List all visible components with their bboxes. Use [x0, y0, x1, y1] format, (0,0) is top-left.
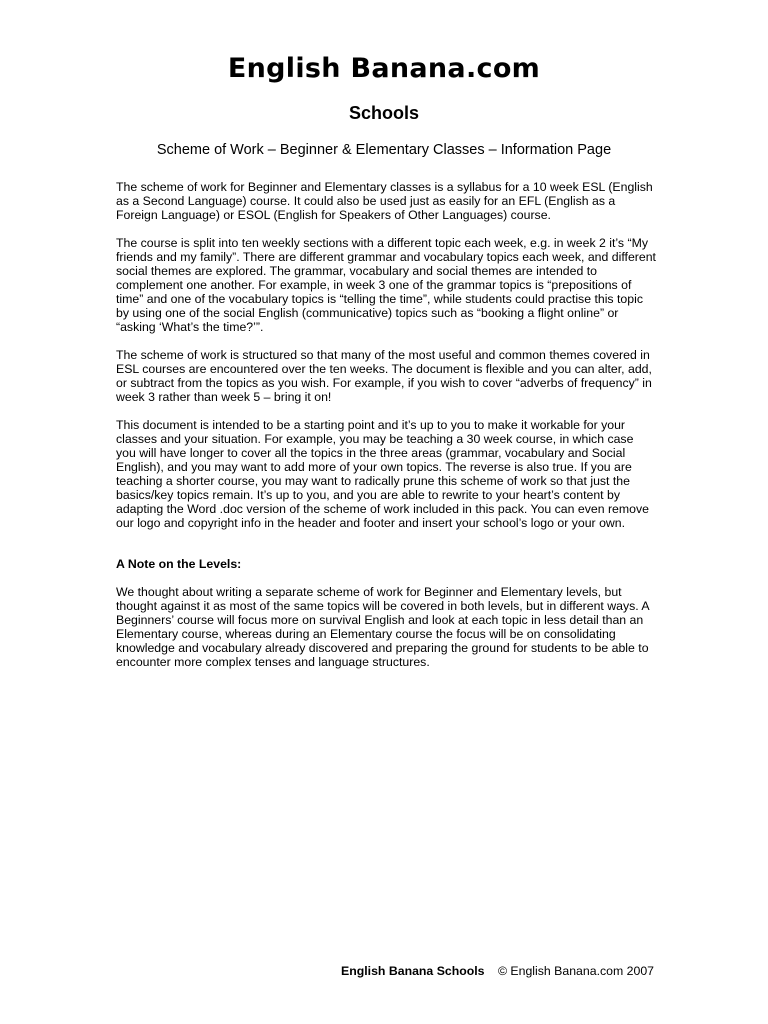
site-logo: English Banana.com [227, 53, 541, 84]
page-title: Schools [348, 103, 419, 123]
levels-note-heading: A Note on the Levels: [116, 557, 242, 571]
page-footer [341, 964, 654, 979]
starting-point-paragraph: This document is intended to be a starting point and it’s up to you to make it workable for your classes and your situation. For example, you may be teaching a 30 week course, in which case you will have longer to cover all the topics in the three areas (grammar, vocabulary and Social English), and you may want to add more of your own topics. The reverse is also true. If you are teaching a shorter course, you may want to radically prune this scheme of work so that just the basics/key topics remain. It’s up to you, and you are able to rewrite to your heart’s content by adapting the Word .doc version of the scheme of work included in this pack. You can even remove our logo and copyright info in the header and footer and insert your school’s logo or your own. [116, 418, 649, 530]
course-structure-paragraph: The course is split into ten weekly sections with a different topic each week, e.g. in week 2 it’s “My friends and my family”. There are different grammar and vocabulary topics each week, and different social themes are explored. The grammar, vocabulary and social themes are intended to complement one another. For example, in week 3 one of the grammar topics is “prepositions of time” and one of the vocabulary topics is “telling the time”, while students could practise this topic by using one of the social English (communicative) topics such as “booking a flight online” or “asking ‘What’s the time?’”. [116, 236, 656, 334]
footer-copyright: © English Banana.com 2007 [497, 964, 654, 978]
flexibility-paragraph: The scheme of work is structured so that many of the most useful and common themes covered in ESL courses are encountered over the ten weeks. The document is flexible and you can alter, add, or subtract from the topics as you wish. For example, if you wish to cover “adverbs of frequency” in week 3 rather than week 5 – bring it on! [116, 348, 652, 404]
page-subtitle: Scheme of Work – Beginner & Elementary Classes – Information Page [156, 142, 612, 158]
footer-brand: English Banana Schools [341, 964, 485, 978]
document-body [116, 180, 656, 683]
intro-paragraph: The scheme of work for Beginner and Elementary classes is a syllabus for a 10 week ESL (English as a Second Language) course. It could also be used just as easily for an EFL (English as a Foreign Language) or ESOL (English for Speakers of Other Languages) course. [116, 180, 653, 222]
levels-note-paragraph: We thought about writing a separate scheme of work for Beginner and Elementary levels, but thought against it as most of the same topics will be covered in both levels, but in different ways. A Beginners’ course will focus more on survival English and look at each topic in less detail than an Elementary course, whereas during an Elementary course the focus will be on consolidating knowledge and vocabulary already discovered and preparing the ground for students to be able to encounter more complex tenses and language structures. [116, 585, 649, 669]
